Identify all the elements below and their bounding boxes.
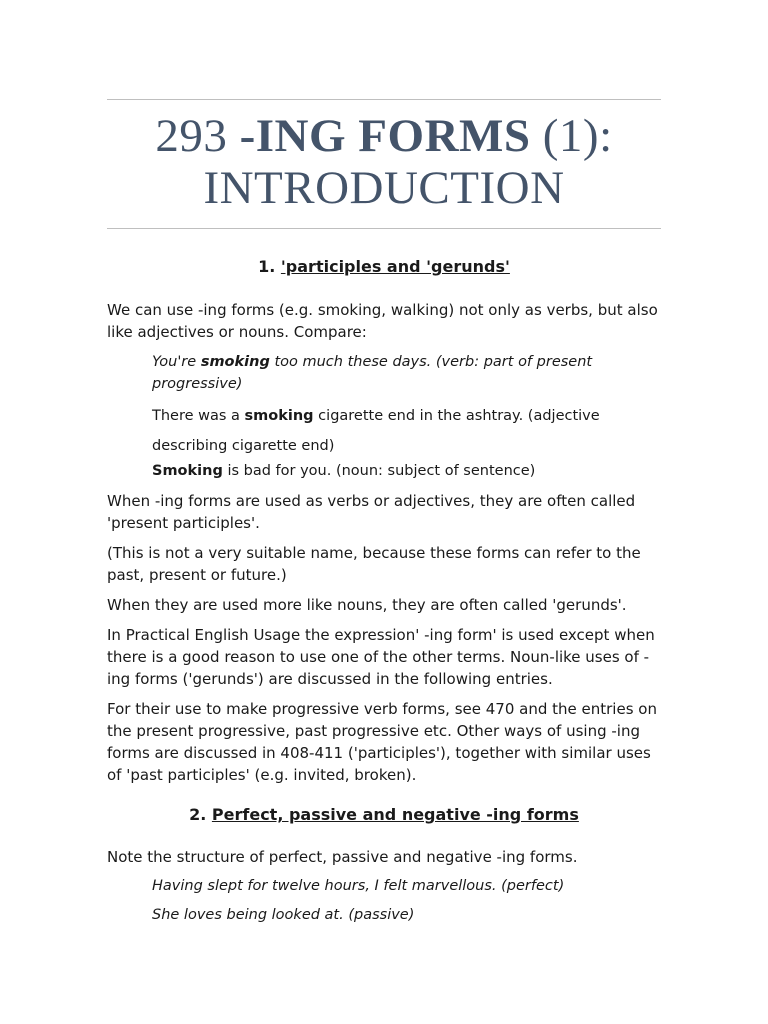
section-1-heading: [107, 257, 661, 276]
section-1-title: 'participles and 'gerunds': [280, 257, 510, 276]
title-number: 293: [155, 110, 228, 162]
paragraph-participles: When -ing forms are used as verbs or adjectives, they are often called 'present participles'.: [107, 492, 636, 532]
bottom-rule: [107, 228, 661, 229]
section-2-number: 2.: [189, 805, 207, 824]
example-perfect: Having slept for twelve hours, I felt marvellous. (perfect): [152, 878, 565, 894]
page-title: [107, 110, 661, 214]
example-passive: She loves being looked at. (passive): [152, 907, 415, 923]
paragraph-usage: In Practical English Usage the expression' -ing form' is used except when there is a good reason to use one of the other terms. Noun-like uses of -ing forms ('gerunds') are discussed in the following entries.: [107, 626, 655, 688]
example-noun: Smoking is bad for you. (noun: subject of sentence): [152, 463, 536, 479]
top-rule: [107, 99, 661, 100]
title-rest: (1):: [542, 110, 613, 162]
section-2-heading: [107, 805, 661, 824]
paragraph-name-note: (This is not a very suitable name, because these forms can refer to the past, present or future.): [107, 544, 641, 584]
section-2-title: Perfect, passive and negative -ing forms: [211, 805, 579, 824]
example-keyword: Smoking: [152, 463, 223, 479]
title-line-2: INTRODUCTION: [203, 162, 565, 214]
title-line-1: [107, 110, 661, 162]
paragraph-progressive: For their use to make progressive verb forms, see 470 and the entries on the present progressive, past progressive etc. Other ways of using -ing forms are discussed in 408-411 ('participles'), together with similar uses of 'past participles' (e.g. invited, broken).: [107, 700, 657, 784]
example-verb: You're smoking too much these days. (verb: part of present progressive): [152, 354, 593, 392]
example-keyword: smoking: [200, 354, 270, 370]
section-1-intro: We can use -ing forms (e.g. smoking, walking) not only as verbs, but also like adjectives or nouns. Compare:: [107, 301, 658, 341]
section-2-intro: Note the structure of perfect, passive and negative -ing forms.: [107, 848, 578, 866]
title-bold: -ING FORMS: [239, 110, 531, 162]
example-adjective: There was a smoking cigarette end in the ashtray. (adjective describing cigarette end): [152, 408, 600, 454]
section-1-number: 1.: [258, 257, 276, 276]
paragraph-gerunds: When they are used more like nouns, they are often called 'gerunds'.: [107, 596, 627, 614]
example-keyword: smoking: [244, 408, 314, 424]
